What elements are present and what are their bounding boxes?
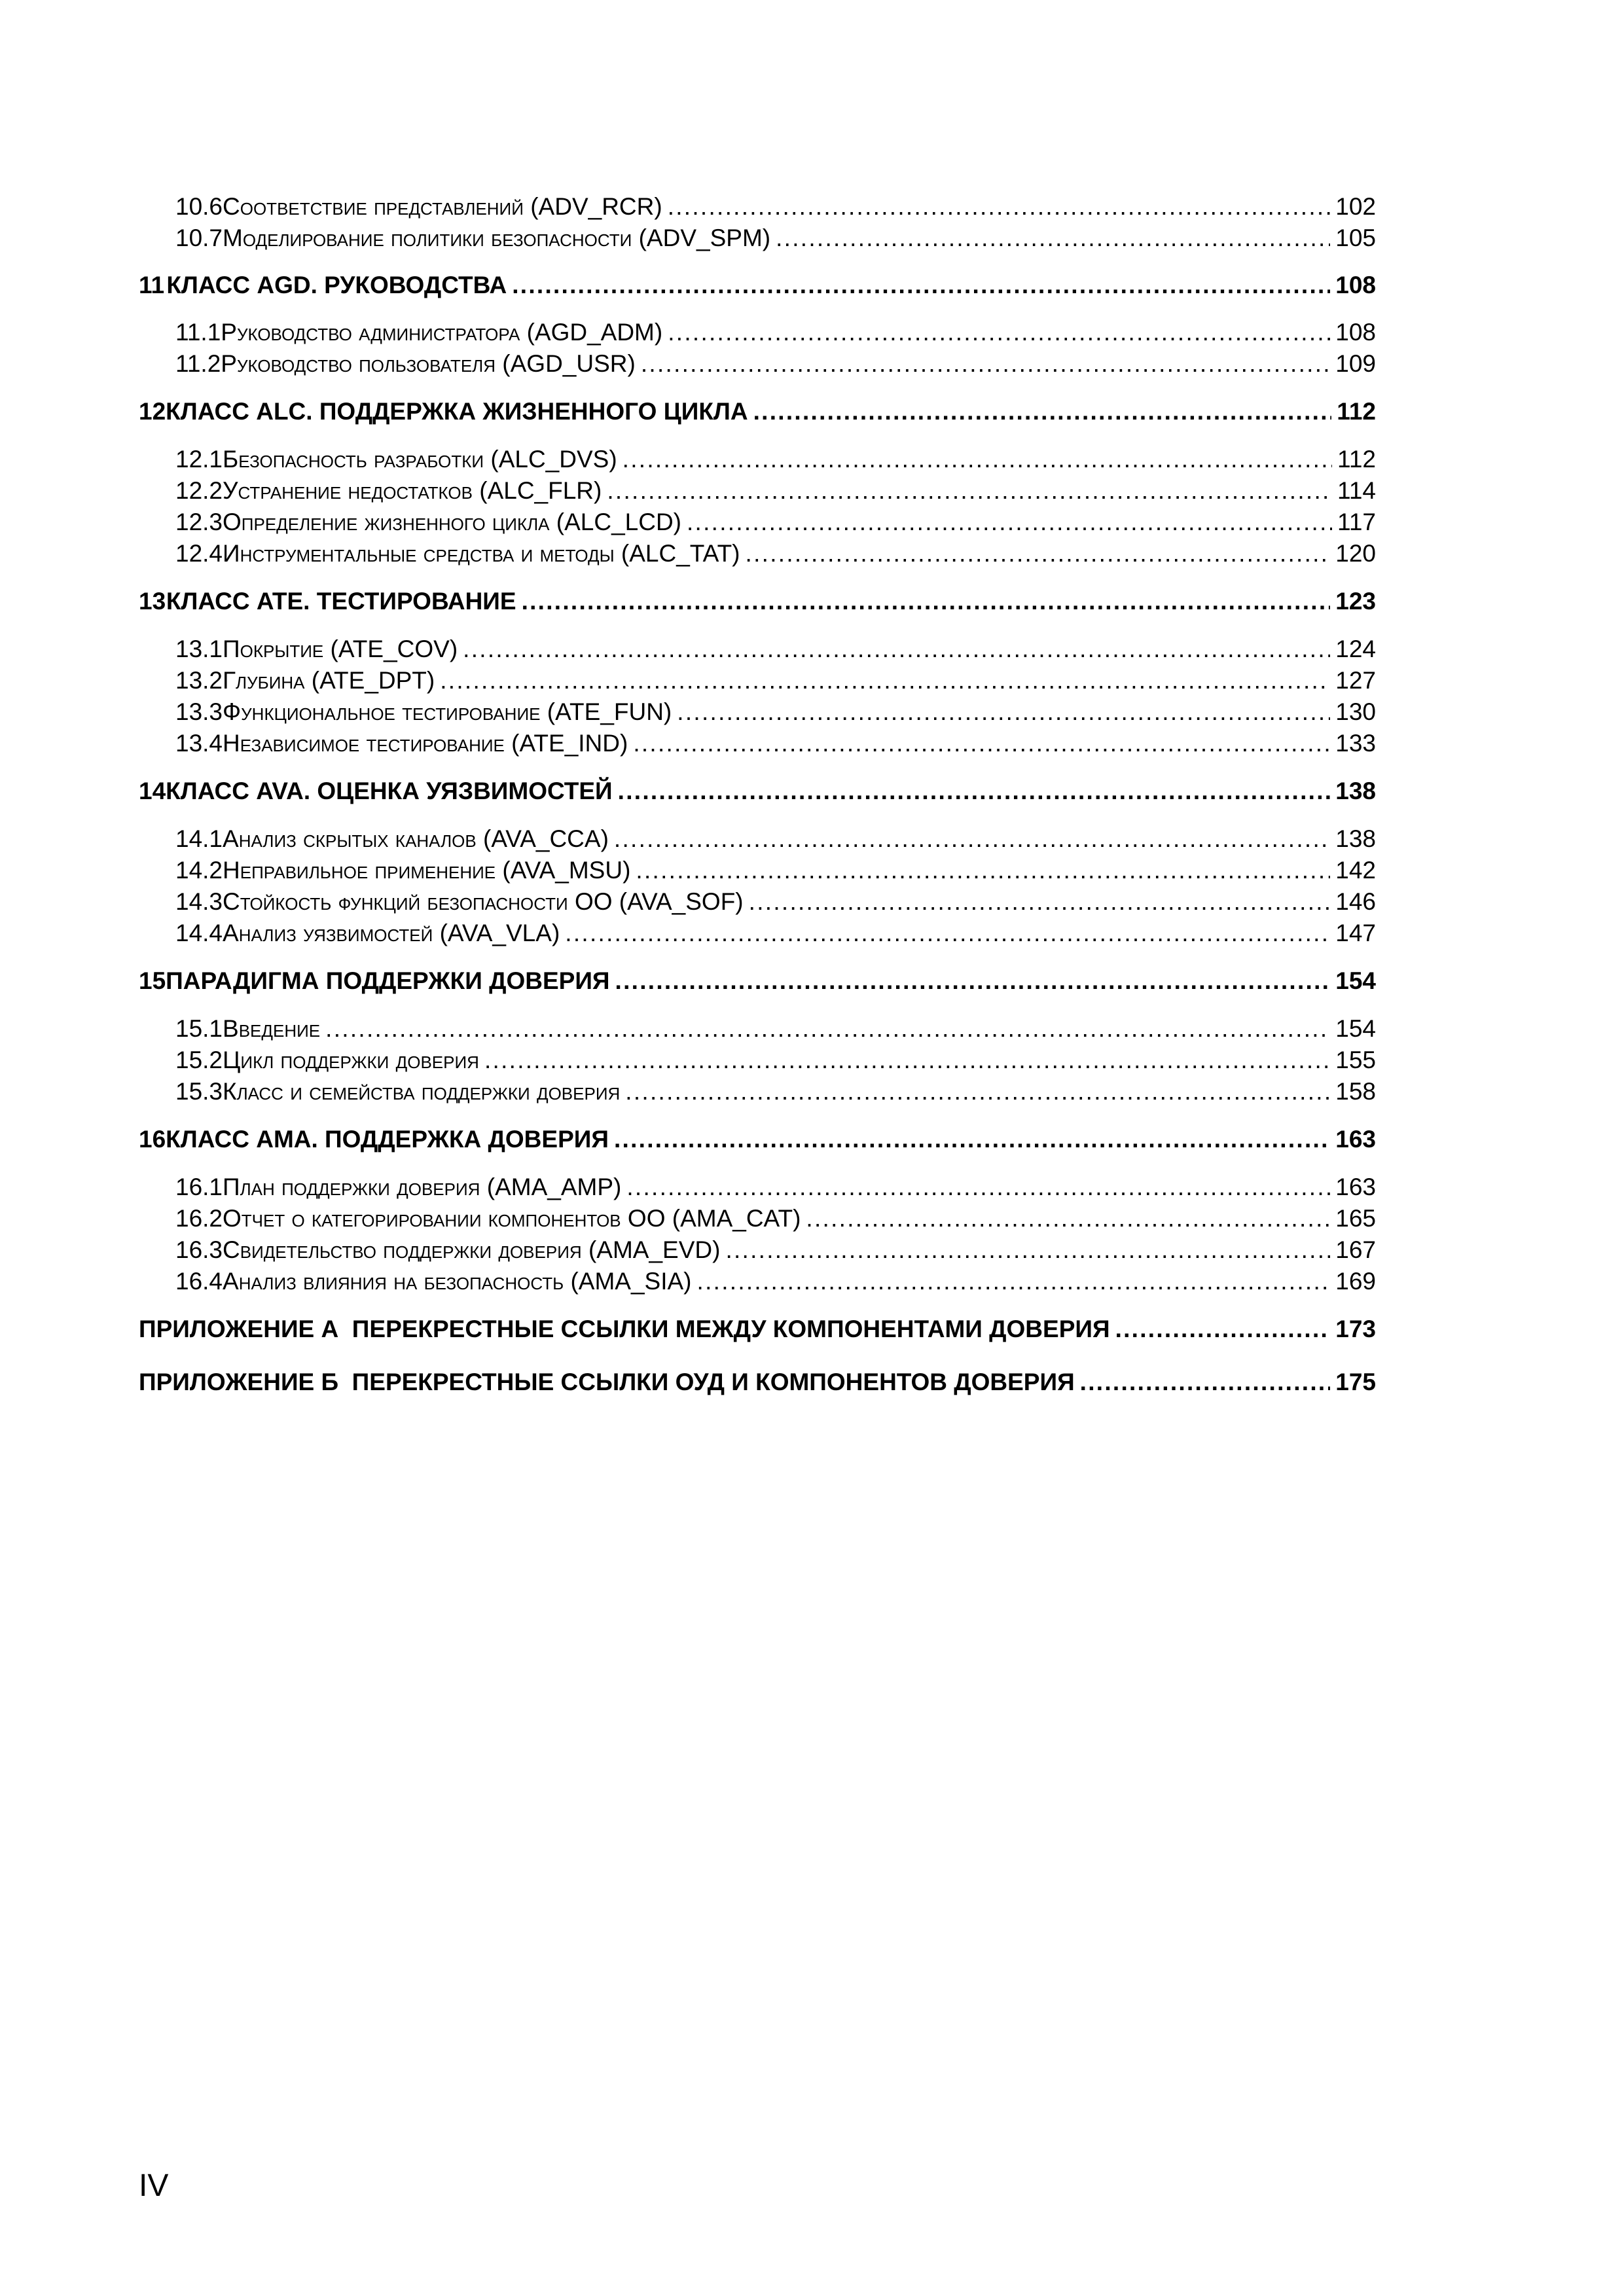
section-code: (ATE_COV) (330, 636, 458, 662)
section-code: (ATE_DPT) (311, 667, 435, 694)
dot-leader (776, 223, 1330, 254)
dot-leader (614, 1124, 1330, 1155)
section-number: 11.2 (175, 350, 221, 377)
section-code: (ADV_RCR) (530, 193, 662, 220)
section-number: 11.1 (175, 319, 221, 346)
section-number: 10.6 (175, 193, 223, 220)
dot-leader (625, 1076, 1330, 1107)
section-code: (ALC_DVS) (490, 446, 617, 473)
section-number: 16.1 (175, 1174, 223, 1200)
dot-leader (746, 538, 1331, 569)
section-code: (AGD_USR) (502, 350, 636, 377)
chapter-title: КЛАСС AMA. ПОДДЕРЖКА ДОВЕРИЯ (166, 1126, 609, 1153)
dot-leader (725, 1234, 1330, 1266)
section-title: Руководство администратора (221, 319, 520, 346)
toc-entry-10-7[interactable] (139, 223, 1376, 254)
chapter-title: КЛАСС AGD. РУКОВОДСТВА (166, 272, 507, 298)
page-ref: 138 (1335, 825, 1376, 852)
section-code: (ATE_IND) (511, 730, 628, 757)
page-ref: 114 (1337, 477, 1376, 504)
dot-leader (806, 1203, 1330, 1234)
page-number: IV (139, 2168, 169, 2203)
toc-entry-14-1[interactable] (139, 823, 1376, 855)
section-number: 13.3 (175, 698, 223, 725)
toc-chapter-14[interactable] (139, 776, 1376, 807)
section-number: 16.3 (175, 1236, 223, 1263)
page-ref: 117 (1337, 509, 1376, 535)
section-number: 13.4 (175, 730, 223, 757)
section-title: Цикл поддержки доверия (223, 1047, 479, 1073)
toc-entry-16-1[interactable] (139, 1172, 1376, 1203)
chapter-number: 12 (139, 398, 166, 425)
dot-leader (677, 696, 1330, 728)
chapter-number: 13 (139, 588, 166, 615)
page-ref: 108 (1335, 272, 1376, 298)
toc-entry-11-1[interactable] (139, 317, 1376, 348)
section-code: (AVA_VLA) (439, 920, 560, 946)
section-code: (AMA_EVD) (588, 1236, 721, 1263)
section-title: Анализ влияния на безопасность (223, 1268, 564, 1295)
dot-leader (623, 444, 1332, 475)
page-ref: 154 (1335, 967, 1376, 994)
section-number: 14.4 (175, 920, 223, 946)
page-ref: 146 (1335, 888, 1376, 915)
toc-entry-13-2[interactable] (139, 665, 1376, 696)
toc-entry-12-3[interactable] (139, 507, 1376, 538)
section-code: ОО (AMA_CAT) (627, 1205, 801, 1232)
section-title: Функциональное тестирование (223, 698, 541, 725)
toc-entry-13-3[interactable] (139, 696, 1376, 728)
section-number: 16.4 (175, 1268, 223, 1295)
dot-leader (325, 1013, 1330, 1045)
section-title: Анализ скрытых каналов (223, 825, 477, 852)
dot-leader (607, 475, 1332, 507)
section-code: (ALC_TAT) (621, 540, 740, 567)
chapter-number: 14 (139, 778, 166, 804)
toc-chapter-12[interactable] (139, 396, 1376, 427)
section-number: 16.2 (175, 1205, 223, 1232)
section-title: Отчет о категорировании компонентов (223, 1205, 621, 1232)
section-number: 10.7 (175, 224, 223, 251)
toc-appendix-b[interactable] (139, 1367, 1376, 1398)
chapter-number: 16 (139, 1126, 166, 1153)
section-title: Устранение недостатков (223, 477, 473, 504)
section-number: 14.3 (175, 888, 223, 915)
section-number: 13.2 (175, 667, 223, 694)
chapter-title: КЛАСС ALC. ПОДДЕРЖКА ЖИЗНЕННОГО ЦИКЛА (166, 398, 748, 425)
page-ref: 130 (1335, 698, 1376, 725)
toc-entry-12-1[interactable] (139, 444, 1376, 475)
page-ref: 109 (1335, 350, 1376, 377)
toc-entry-15-2[interactable] (139, 1045, 1376, 1076)
section-number: 12.1 (175, 446, 223, 473)
page-ref: 105 (1335, 224, 1376, 251)
section-code: (ALC_FLR) (479, 477, 602, 504)
section-code: (ATE_FUN) (547, 698, 672, 725)
dot-leader (753, 396, 1332, 427)
toc-entry-14-3[interactable] (139, 886, 1376, 918)
toc-chapter-11[interactable] (139, 270, 1376, 301)
section-title: Покрытие (223, 636, 324, 662)
dot-leader (618, 776, 1331, 807)
dot-leader (565, 918, 1330, 949)
toc-entry-12-4[interactable] (139, 538, 1376, 569)
section-code: (AGD_ADM) (526, 319, 663, 346)
dot-leader (512, 270, 1330, 301)
section-code: (AVA_CCA) (483, 825, 609, 852)
dot-leader (636, 855, 1330, 886)
toc-entry-16-3[interactable] (139, 1234, 1376, 1266)
dot-leader (641, 348, 1330, 380)
section-title: Соответствие представлений (223, 193, 524, 220)
section-title: Инструментальные средства и методы (223, 540, 615, 567)
section-title: Свидетельство поддержки доверия (223, 1236, 582, 1263)
page-ref: 169 (1335, 1268, 1376, 1295)
toc-entry-16-2[interactable] (139, 1203, 1376, 1234)
page-ref: 138 (1335, 778, 1376, 804)
dot-leader (749, 886, 1331, 918)
table-of-contents (139, 191, 1376, 1398)
section-code: (AVA_MSU) (502, 857, 631, 884)
page-ref: 173 (1335, 1316, 1376, 1342)
toc-entry-15-3[interactable] (139, 1076, 1376, 1107)
dot-leader (633, 728, 1330, 759)
page-ref: 155 (1335, 1047, 1376, 1073)
toc-entry-13-1[interactable] (139, 634, 1376, 665)
section-title: Руководство пользователя (221, 350, 496, 377)
dot-leader (626, 1172, 1330, 1203)
page-ref: 165 (1335, 1205, 1376, 1232)
dot-leader (614, 823, 1330, 855)
page-ref: 102 (1335, 193, 1376, 220)
toc-chapter-16[interactable] (139, 1124, 1376, 1155)
section-code: (ALC_LCD) (556, 509, 681, 535)
section-title: Класс и семейства поддержки доверия (223, 1078, 621, 1105)
dot-leader (1115, 1314, 1331, 1345)
page-ref: 112 (1337, 446, 1376, 473)
dot-leader (615, 965, 1331, 997)
section-number: 15.2 (175, 1047, 223, 1073)
dot-leader (668, 317, 1330, 348)
page-ref: 127 (1335, 667, 1376, 694)
toc-entry-10-6[interactable] (139, 191, 1376, 223)
dot-leader (440, 665, 1330, 696)
section-title: Безопасность разработки (223, 446, 484, 473)
page-ref: 133 (1335, 730, 1376, 757)
page-ref: 147 (1335, 920, 1376, 946)
section-number: 13.1 (175, 636, 223, 662)
toc-appendix-a[interactable] (139, 1314, 1376, 1345)
appendix-title: ПРИЛОЖЕНИЕ Б ПЕРЕКРЕСТНЫЕ ССЫЛКИ ОУД И КОМПОНЕНТОВ ДОВЕРИЯ (139, 1369, 1075, 1395)
page-ref: 167 (1335, 1236, 1376, 1263)
toc-entry-14-4[interactable] (139, 918, 1376, 949)
section-number: 12.2 (175, 477, 223, 504)
toc-entry-15-1[interactable] (139, 1013, 1376, 1045)
toc-entry-11-2[interactable] (139, 348, 1376, 380)
section-title: Определение жизненного цикла (223, 509, 550, 535)
section-code: (AMA_SIA) (570, 1268, 692, 1295)
section-title: Глубина (223, 667, 305, 694)
page-ref: 142 (1335, 857, 1376, 884)
toc-entry-13-4[interactable] (139, 728, 1376, 759)
section-number: 12.4 (175, 540, 223, 567)
section-title: Введение (223, 1015, 321, 1042)
page-ref: 154 (1335, 1015, 1376, 1042)
page-ref: 163 (1335, 1174, 1376, 1200)
section-title: План поддержки доверия (223, 1174, 480, 1200)
dot-leader (463, 634, 1330, 665)
chapter-title: КЛАСС AVA. ОЦЕНКА УЯЗВИМОСТЕЙ (166, 778, 613, 804)
section-code: (ADV_SPM) (638, 224, 771, 251)
appendix-title: ПРИЛОЖЕНИЕ А ПЕРЕКРЕСТНЫЕ ССЫЛКИ МЕЖДУ КОМПОНЕНТАМИ ДОВЕРИЯ (139, 1316, 1110, 1342)
page-ref: 124 (1335, 636, 1376, 662)
toc-entry-14-2[interactable] (139, 855, 1376, 886)
section-title: Неправильное применение (223, 857, 496, 884)
dot-leader (522, 586, 1331, 617)
section-title: Анализ уязвимостей (223, 920, 433, 946)
section-number: 15.1 (175, 1015, 223, 1042)
section-title: Независимое тестирование (223, 730, 505, 757)
dot-leader (687, 507, 1332, 538)
chapter-title: ПАРАДИГМА ПОДДЕРЖКИ ДОВЕРИЯ (166, 967, 610, 994)
section-code: ОО (AVA_SOF) (574, 888, 744, 915)
chapter-title: КЛАСС ATE. ТЕСТИРОВАНИЕ (166, 588, 516, 615)
dot-leader (484, 1045, 1330, 1076)
section-number: 14.2 (175, 857, 223, 884)
dot-leader (668, 191, 1331, 223)
dot-leader (1080, 1367, 1331, 1398)
chapter-number: 15 (139, 967, 166, 994)
section-title: Стойкость функций безопасности (223, 888, 568, 915)
chapter-number: 11 (139, 272, 165, 298)
page-ref: 120 (1335, 540, 1376, 567)
page-ref: 158 (1335, 1078, 1376, 1105)
toc-chapter-13[interactable] (139, 586, 1376, 617)
page-ref: 112 (1337, 398, 1376, 425)
section-title: Моделирование политики безопасности (223, 224, 632, 251)
page-ref: 123 (1335, 588, 1376, 615)
section-number: 14.1 (175, 825, 223, 852)
toc-entry-16-4[interactable] (139, 1266, 1376, 1297)
section-number: 12.3 (175, 509, 223, 535)
page-ref: 163 (1335, 1126, 1376, 1153)
section-code: (AMA_AMP) (486, 1174, 622, 1200)
section-number: 15.3 (175, 1078, 223, 1105)
toc-chapter-15[interactable] (139, 965, 1376, 997)
page-ref: 108 (1335, 319, 1376, 346)
page-ref: 175 (1335, 1369, 1376, 1395)
dot-leader (697, 1266, 1331, 1297)
toc-entry-12-2[interactable] (139, 475, 1376, 507)
